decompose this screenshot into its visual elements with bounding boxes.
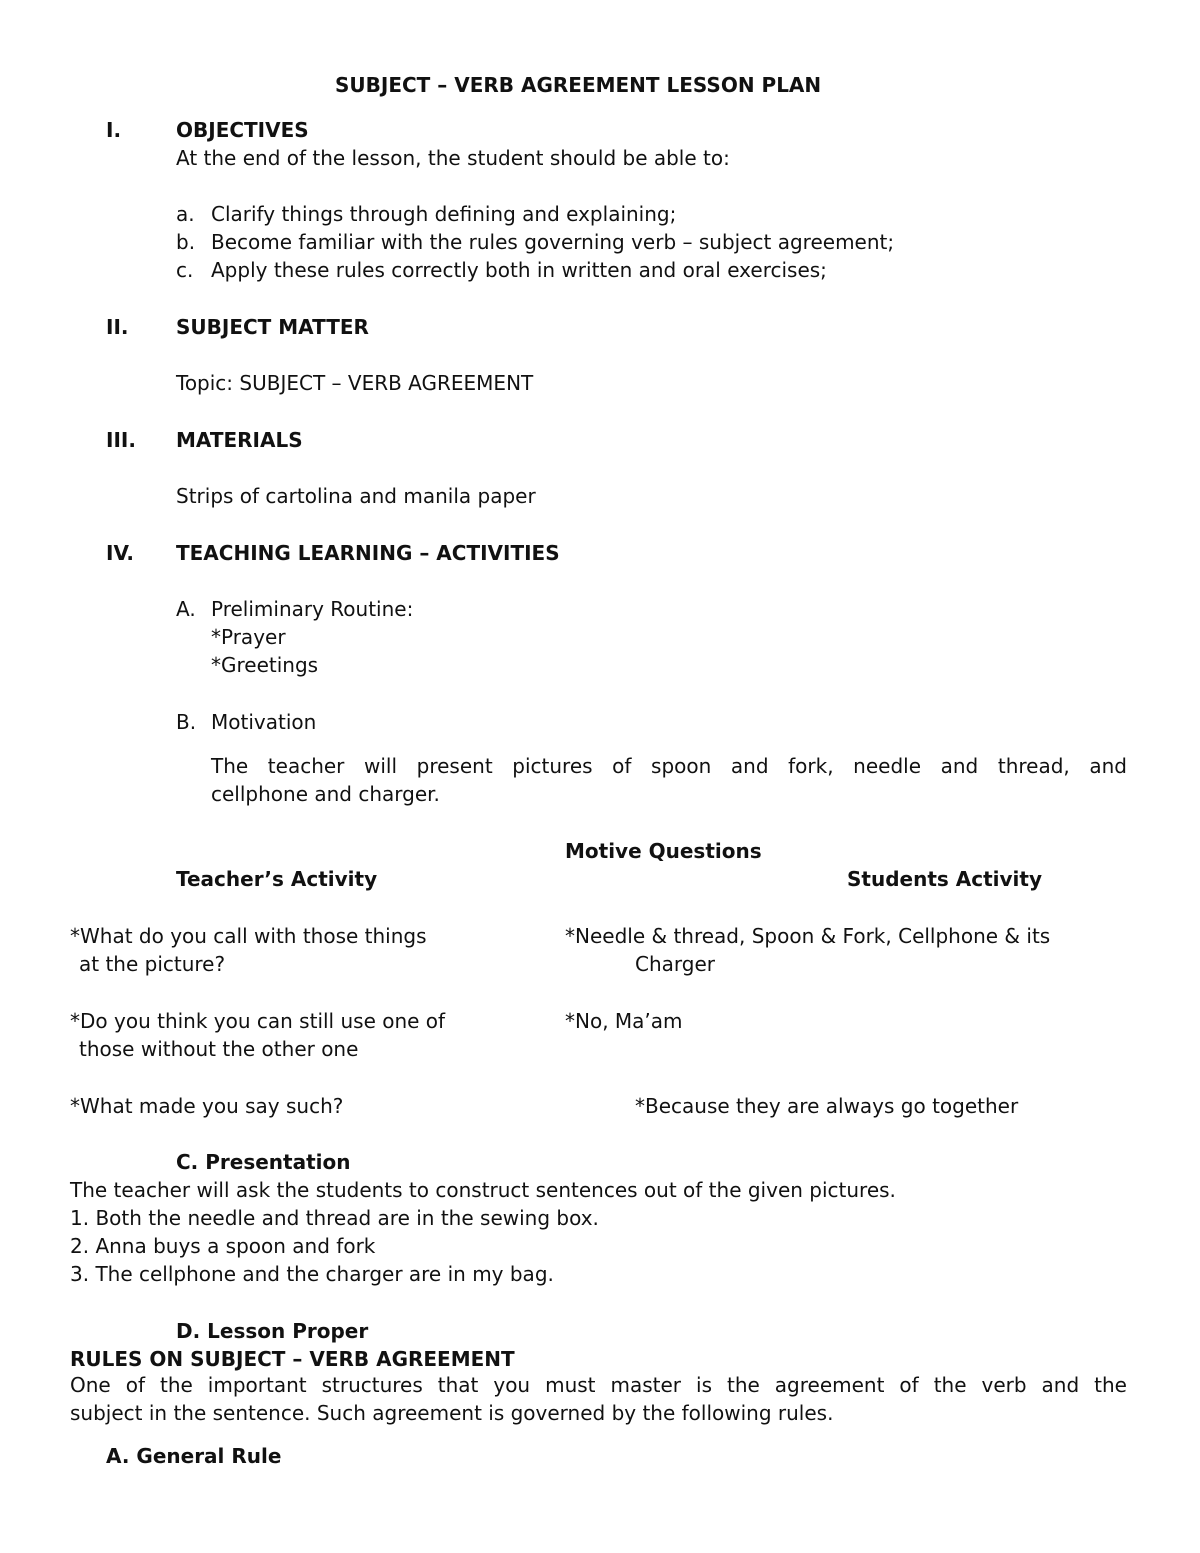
section-heading-objectives: OBJECTIVES — [176, 118, 309, 142]
section-heading-materials: MATERIALS — [176, 428, 303, 452]
objective-marker-c: c. — [176, 258, 194, 282]
section-numeral-activities: IV. — [106, 541, 134, 565]
section-heading-subject-matter: SUBJECT MATTER — [176, 315, 369, 339]
motive-questions-heading: Motive Questions — [565, 839, 762, 863]
section-heading-activities: TEACHING LEARNING – ACTIVITIES — [176, 541, 560, 565]
presentation-sentence: 2. Anna buys a spoon and fork — [70, 1234, 376, 1258]
objective-marker-b: b. — [176, 230, 196, 254]
document-title: SUBJECT – VERB AGREEMENT LESSON PLAN — [335, 73, 822, 97]
objective-item-b: Become familiar with the rules governing verb – subject agreement; — [211, 230, 895, 254]
lesson-proper-heading: D. Lesson Proper — [176, 1319, 369, 1343]
objective-item-a: Clarify things through defining and explaining; — [211, 202, 677, 226]
section-numeral-materials: III. — [106, 428, 136, 452]
objective-marker-a: a. — [176, 202, 195, 226]
motivation-text-line: The teacher will present pictures of spoon and fork, needle and thread, and — [211, 754, 1127, 778]
objective-item-c: Apply these rules correctly both in written and oral exercises; — [211, 258, 827, 282]
presentation-sentence: 3. The cellphone and the charger are in my bag. — [70, 1262, 554, 1286]
preliminary-item: *Greetings — [211, 653, 319, 677]
motivation-text-line: cellphone and charger. — [211, 782, 440, 806]
teacher-activity-header: Teacher’s Activity — [176, 867, 378, 891]
presentation-intro: The teacher will ask the students to construct sentences out of the given pictures. — [70, 1178, 896, 1202]
teacher-question: those without the other one — [79, 1037, 359, 1061]
presentation-sentence: 1. Both the needle and thread are in the sewing box. — [70, 1206, 599, 1230]
student-answer: *No, Ma’am — [565, 1009, 683, 1033]
rules-heading: RULES ON SUBJECT – VERB AGREEMENT — [70, 1347, 515, 1371]
motivation-label: Motivation — [211, 710, 317, 734]
subject-matter-topic: Topic: SUBJECT – VERB AGREEMENT — [176, 371, 534, 395]
students-activity-header: Students Activity — [847, 867, 1042, 891]
lesson-proper-text-line: subject in the sentence. Such agreement is governed by the following rules. — [70, 1401, 834, 1425]
teacher-question: at the picture? — [79, 952, 226, 976]
teacher-question: *What made you say such? — [70, 1094, 344, 1118]
teacher-question: *Do you think you can still use one of — [70, 1009, 446, 1033]
student-answer: Charger — [635, 952, 715, 976]
preliminary-item: *Prayer — [211, 625, 286, 649]
presentation-heading: C. Presentation — [176, 1150, 351, 1174]
preliminary-marker: A. — [176, 597, 196, 621]
preliminary-label: Preliminary Routine: — [211, 597, 414, 621]
materials-text: Strips of cartolina and manila paper — [176, 484, 536, 508]
section-numeral-subject-matter: II. — [106, 315, 129, 339]
motivation-marker: B. — [176, 710, 197, 734]
teacher-question: *What do you call with those things — [70, 924, 427, 948]
student-answer: *Needle & thread, Spoon & Fork, Cellphone & its — [565, 924, 1051, 948]
general-rule-heading: A. General Rule — [106, 1444, 282, 1468]
student-answer: *Because they are always go together — [635, 1094, 1019, 1118]
objectives-intro: At the end of the lesson, the student should be able to: — [176, 146, 730, 170]
lesson-proper-text-line: One of the important structures that you must master is the agreement of the verb and the — [70, 1373, 1127, 1397]
section-numeral-objectives: I. — [106, 118, 122, 142]
